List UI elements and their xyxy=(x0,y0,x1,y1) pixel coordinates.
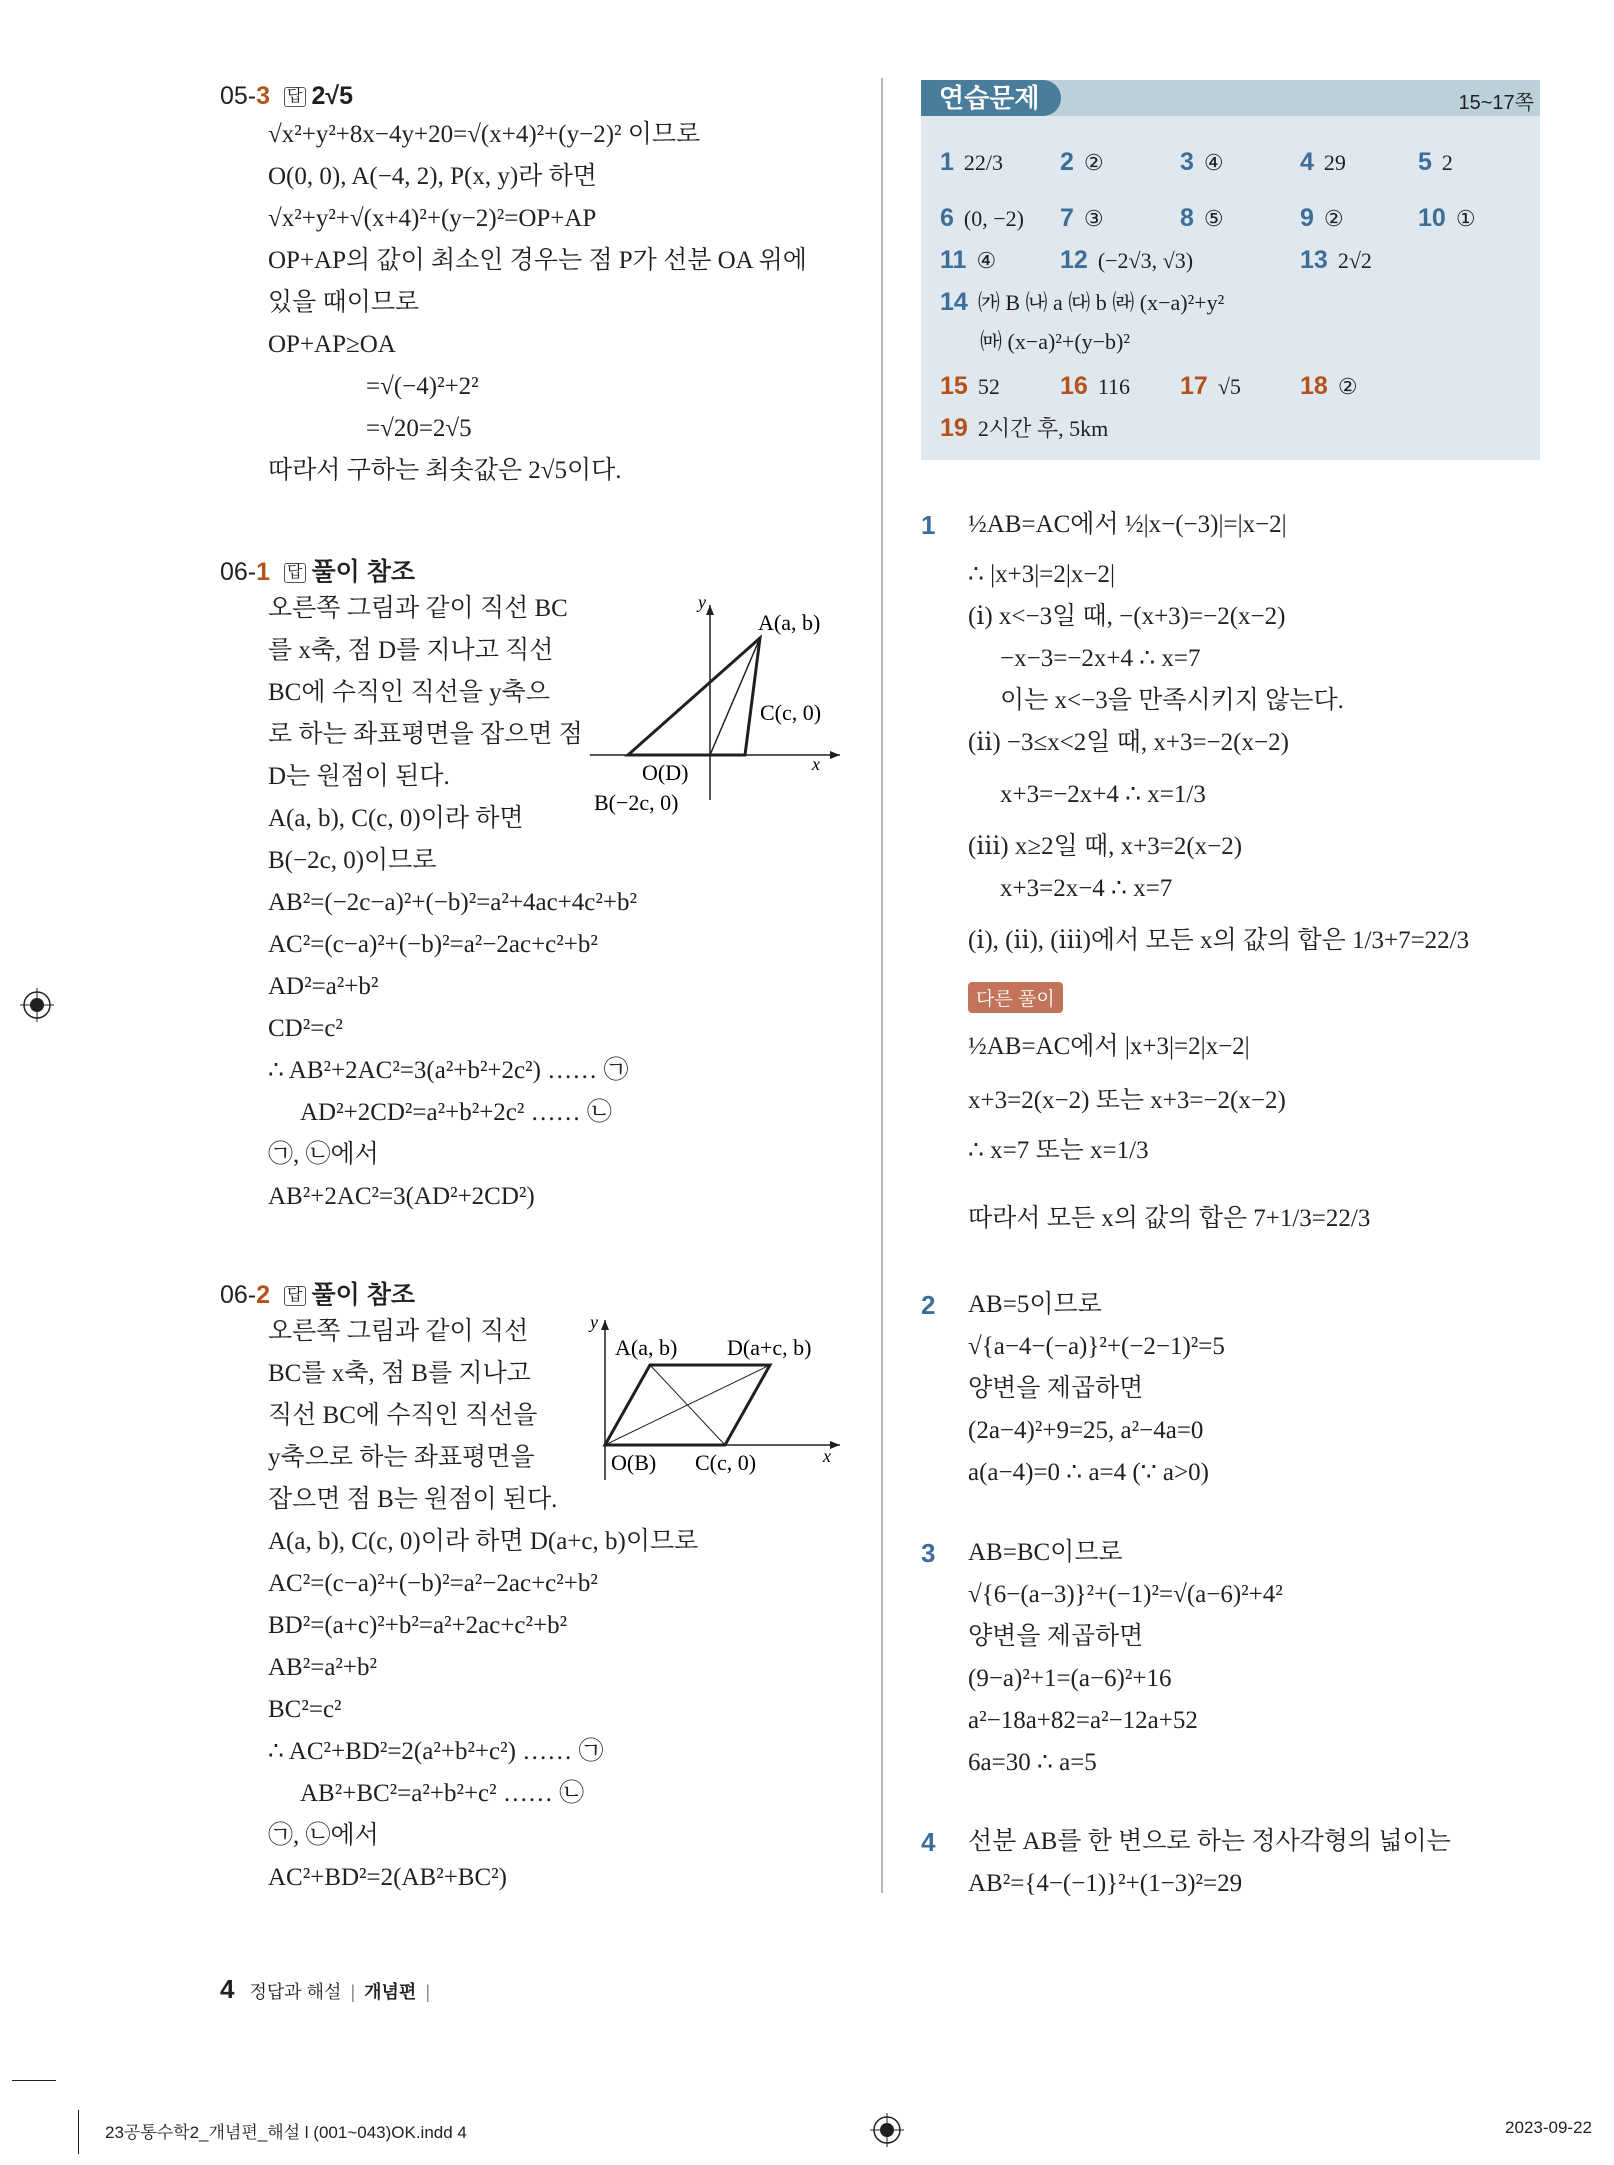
solution-1-number: 1 xyxy=(921,510,936,540)
text-line: B(−2c, 0)이므로 xyxy=(268,847,437,874)
text-line: AD²=a²+b² xyxy=(268,973,379,1000)
problem-06-2-header: 06-2 답 풀이 참조 xyxy=(220,1281,416,1309)
text-line: AB²+BC²=a²+b²+c² …… ㉡ xyxy=(300,1780,585,1807)
answer-item: 18 ② xyxy=(1300,372,1358,400)
text-line: D는 원점이 된다. xyxy=(268,763,450,790)
answer-item: 11 ④ xyxy=(940,246,997,274)
point-c-label: C(c, 0) xyxy=(695,1450,757,1475)
text-line: CD²=c² xyxy=(268,1015,343,1042)
text-line: (ⅱ) −3≤x<2일 때, x+3=−2(x−2) xyxy=(968,729,1289,756)
answer-item: 13 2√2 xyxy=(1300,246,1372,274)
text-line: (ⅰ) x<−3일 때, −(x+3)=−2(x−2) xyxy=(968,603,1286,630)
text-line: A(a, b), C(c, 0)이라 하면 xyxy=(268,805,524,832)
answer-item: 19 2시간 후, 5km xyxy=(940,414,1109,442)
solution-4-number: 4 xyxy=(921,1827,936,1857)
figure-06-2-diagram xyxy=(585,1310,845,1485)
y-label: y xyxy=(590,1312,598,1332)
text-line: A(a, b), C(c, 0)이라 하면 D(a+c, b)이므로 xyxy=(268,1528,699,1555)
text-line: 있을 때이므로 xyxy=(268,289,420,316)
text-line: 이는 x<−3을 만족시키지 않는다. xyxy=(1000,687,1344,714)
answer-item: 6 (0, −2) xyxy=(940,204,1024,232)
text-line: =√20=2√5 xyxy=(366,415,472,442)
answer-item: 5 2 xyxy=(1418,148,1453,176)
text-line: AB²={4−(−1)}²+(1−3)²=29 xyxy=(968,1870,1243,1897)
answer-item: 4 29 xyxy=(1300,148,1346,176)
text-line: 를 x축, 점 D를 지나고 직선 xyxy=(268,637,554,664)
answer-item: 2 ② xyxy=(1060,148,1104,176)
text-line: −x−3=−2x+4 ∴ x=7 xyxy=(1000,645,1201,672)
text-line: AC²=(c−a)²+(−b)²=a²−2ac+c²+b² xyxy=(268,1570,598,1597)
answer-summary-box xyxy=(921,80,1540,460)
text-line: 선분 AB를 한 변으로 하는 정사각형의 넓이는 xyxy=(968,1828,1451,1855)
answer-item: 16 116 xyxy=(1060,372,1130,400)
text-line: =√(−4)²+2² xyxy=(366,373,479,400)
point-o-label: O(D) xyxy=(642,760,689,785)
text-line: ∴ |x+3|=2|x−2| xyxy=(968,561,1115,588)
point-c-label: C(c, 0) xyxy=(760,700,822,725)
text-line: ½AB=AC에서 |x+3|=2|x−2| xyxy=(968,1033,1250,1060)
text-line: BD²=(a+c)²+b²=a²+2ac+c²+b² xyxy=(268,1612,568,1639)
x-label: x xyxy=(812,754,820,774)
text-line: a(a−4)=0 ∴ a=4 (∵ a>0) xyxy=(968,1459,1209,1486)
text-line: 오른쪽 그림과 같이 직선 BC xyxy=(268,595,568,622)
text-line: AB=BC이므로 xyxy=(968,1539,1123,1566)
footer-part: 개념편 xyxy=(364,1982,417,2002)
text-line: 양변을 제곱하면 xyxy=(968,1375,1144,1402)
text-line: √x²+y²+√(x+4)²+(y−2)²=OP+AP xyxy=(268,205,597,232)
text-line: AC²=(c−a)²+(−b)²=a²−2ac+c²+b² xyxy=(268,931,598,958)
answer-item: 10 ① xyxy=(1418,204,1476,232)
answer-item: ㈒ (x−a)²+(y−b)² xyxy=(980,329,1130,354)
text-line: 잡으면 점 B는 원점이 된다. xyxy=(268,1486,558,1513)
text-line: AB=5이므로 xyxy=(968,1291,1102,1318)
text-line: (ⅰ), (ⅱ), (ⅲ)에서 모든 x의 값의 합은 1/3+7=22/3 xyxy=(968,927,1470,954)
text-line: 직선 BC에 수직인 직선을 xyxy=(268,1402,538,1429)
answer-item: 17 √5 xyxy=(1180,372,1241,400)
text-line: OP+AP의 값이 최소인 경우는 점 P가 선분 OA 위에 xyxy=(268,247,807,274)
footer-section: 정답과 해설 xyxy=(249,1982,342,2002)
text-line: 따라서 구하는 최솟값은 2√5이다. xyxy=(268,457,622,484)
page-footer xyxy=(220,1974,430,2005)
problem-06-1-header: 06-1 답 풀이 참조 xyxy=(220,558,416,586)
text-line: y축으로 하는 좌표평면을 xyxy=(268,1444,535,1471)
registration-mark-icon xyxy=(20,988,54,1022)
answer-item: 15 52 xyxy=(940,372,1000,400)
text-line: ㉠, ㉡에서 xyxy=(268,1822,379,1849)
text-line: AB²=a²+b² xyxy=(268,1654,378,1681)
footer-separator: | xyxy=(350,1982,356,2002)
x-label: x xyxy=(823,1446,831,1466)
text-line: (2a−4)²+9=25, a²−4a=0 xyxy=(968,1417,1204,1444)
answer-item: 12 (−2√3, √3) xyxy=(1060,246,1194,274)
answer-summary-title: 연습문제 xyxy=(921,80,1061,116)
text-line: ½AB=AC에서 ½|x−(−3)|=|x−2| xyxy=(968,511,1287,538)
answer-item: 3 ④ xyxy=(1180,148,1224,176)
crop-mark xyxy=(12,2080,56,2081)
text-line: BC에 수직인 직선을 y축으 xyxy=(268,679,550,706)
print-date: 2023-09-22 xyxy=(1505,2118,1592,2137)
point-b-label: B(−2c, 0) xyxy=(594,790,679,815)
y-label: y xyxy=(698,592,706,612)
text-line: 오른쪽 그림과 같이 직선 xyxy=(268,1318,529,1345)
text-line: (9−a)²+1=(a−6)²+16 xyxy=(968,1665,1172,1692)
y-axis-arrow xyxy=(706,605,714,615)
text-line: 로 하는 좌표평면을 잡으면 점 xyxy=(268,721,583,748)
text-line: AB²+2AC²=3(AD²+2CD²) xyxy=(268,1183,535,1210)
answer-item: 7 ③ xyxy=(1060,204,1104,232)
text-line: √{6−(a−3)}²+(−1)²=√(a−6)²+4² xyxy=(968,1581,1283,1608)
alternate-solution-badge: 다른 풀이 xyxy=(968,982,1063,1013)
point-a-label: A(a, b) xyxy=(758,610,821,635)
answer-item: 1 22/3 xyxy=(940,148,1004,176)
crop-mark xyxy=(78,2110,79,2154)
text-line: ㉠, ㉡에서 xyxy=(268,1141,379,1168)
text-line: √x²+y²+8x−4y+20=√(x+4)²+(y−2)² 이므로 xyxy=(268,121,701,148)
triangle-abc xyxy=(628,638,760,755)
text-line: ∴ AB²+2AC²=3(a²+b²+2c²) …… ㉠ xyxy=(268,1057,629,1084)
y-axis-arrow xyxy=(601,1320,609,1330)
text-line: a²−18a+82=a²−12a+52 xyxy=(968,1707,1198,1734)
point-a-label: A(a, b) xyxy=(615,1335,678,1360)
text-line: x+3=2(x−2) 또는 x+3=−2(x−2) xyxy=(968,1087,1286,1114)
text-line: ∴ x=7 또는 x=1/3 xyxy=(968,1137,1149,1164)
footer-separator: | xyxy=(425,1982,431,2002)
problem-05-3-header: 05-3 답 2√5 xyxy=(220,82,354,110)
text-line: OP+AP≥OA xyxy=(268,331,396,358)
text-line: AC²+BD²=2(AB²+BC²) xyxy=(268,1864,507,1891)
text-line: AD²+2CD²=a²+b²+2c² …… ㉡ xyxy=(300,1099,612,1126)
answer-item: 9 ② xyxy=(1300,204,1344,232)
page-number: 4 xyxy=(220,1974,235,2004)
solution-3-number: 3 xyxy=(921,1538,936,1568)
text-line: 양변을 제곱하면 xyxy=(968,1623,1144,1650)
text-line: AB²=(−2c−a)²+(−b)²=a²+4ac+4c²+b² xyxy=(268,889,637,916)
text-line: ∴ AC²+BD²=2(a²+b²+c²) …… ㉠ xyxy=(268,1738,604,1765)
point-d-label: D(a+c, b) xyxy=(727,1335,812,1360)
x-axis-arrow xyxy=(830,1441,840,1449)
answer-item: 8 ⑤ xyxy=(1180,204,1224,232)
figure-06-1-diagram xyxy=(580,590,850,820)
text-line: BC를 x축, 점 B를 지나고 xyxy=(268,1360,531,1387)
diagonal-ac xyxy=(650,1365,725,1445)
solution-2-number: 2 xyxy=(921,1290,936,1320)
text-line: x+3=2x−4 ∴ x=7 xyxy=(1000,875,1173,902)
answer-summary-pages: 15~17쪽 xyxy=(1458,92,1534,114)
text-line: (ⅲ) x≥2일 때, x+3=2(x−2) xyxy=(968,833,1243,860)
x-axis-arrow xyxy=(830,751,840,759)
registration-mark-icon xyxy=(870,2113,904,2147)
point-o-label: O(B) xyxy=(611,1450,657,1475)
answer-item: 14 ㈎ B ㈏ a ㈐ b ㈑ (x−a)²+y² xyxy=(940,288,1225,316)
text-line: 6a=30 ∴ a=5 xyxy=(968,1749,1097,1776)
text-line: O(0, 0), A(−4, 2), P(x, y)라 하면 xyxy=(268,163,597,190)
column-divider xyxy=(881,78,883,1893)
file-info: 23공통수학2_개념편_해설 l (001~043)OK.indd 4 xyxy=(105,2123,467,2142)
text-line: √{a−4−(−a)}²+(−2−1)²=5 xyxy=(968,1333,1225,1360)
text-line: x+3=−2x+4 ∴ x=1/3 xyxy=(1000,781,1206,808)
text-line: 따라서 모든 x의 값의 합은 7+1/3=22/3 xyxy=(968,1205,1371,1232)
text-line: BC²=c² xyxy=(268,1696,342,1723)
